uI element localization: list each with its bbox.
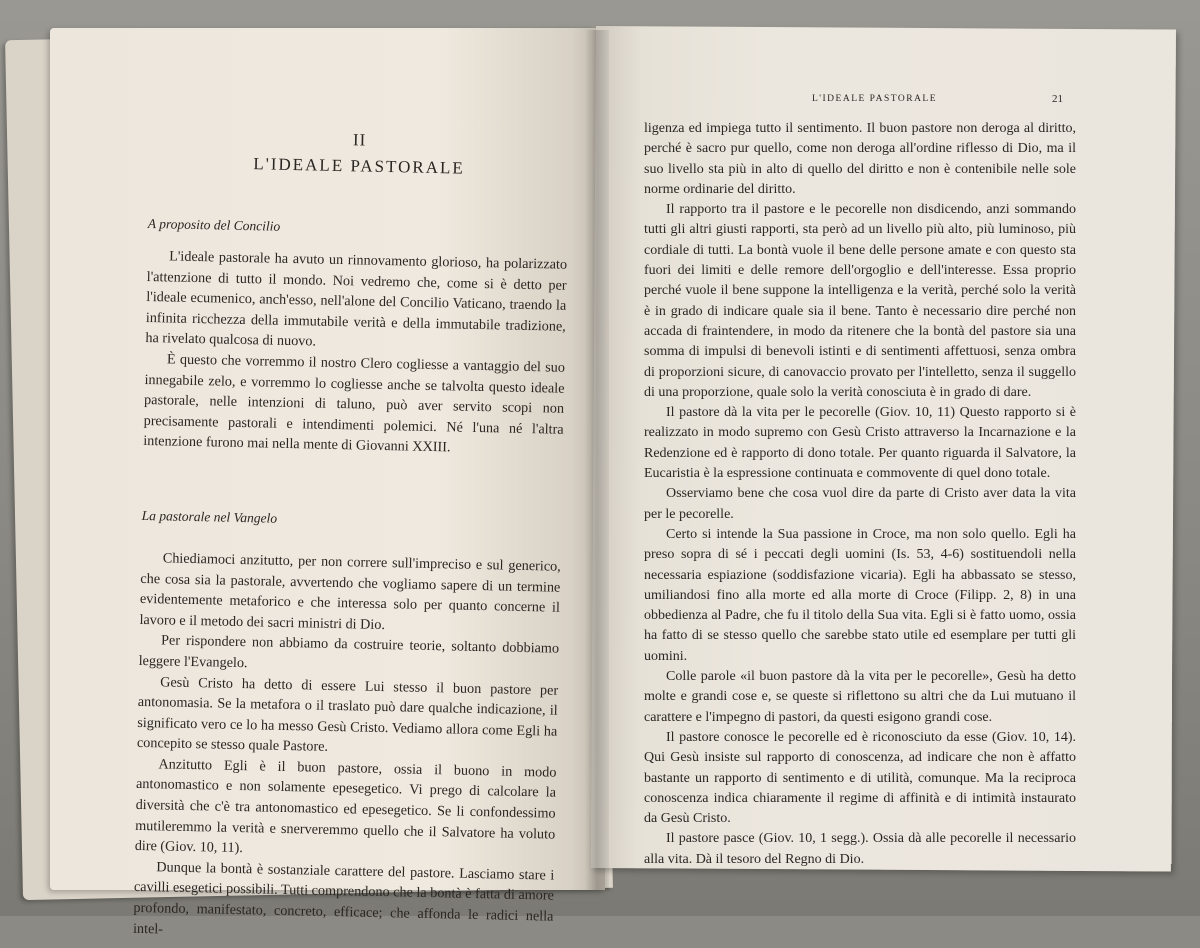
book-gutter [585, 30, 609, 890]
paragraph: Osserviamo bene che cosa vuol dire da parte di Cristo aver data la vita per le pecorelle. [644, 486, 1076, 522]
paragraph: Colle parole «il buon pastore dà la vita per le pecorelle», Gesù ha detto molte e grandi cose e, se queste si riflettono su altri che da Lui mutuano il carattere e l'impegno di pastori, da questi esigono grandi cose. [644, 669, 1076, 725]
paragraph: Per rispondere non abbiamo da costruire teorie, soltanto dobbiamo leggere l'Evangelo. [138, 632, 560, 672]
chapter-number: II [352, 130, 367, 150]
paragraph: Il pastore pasce (Giov. 10, 1 segg.). Ossia dà alle pecorelle il necessario alla vita. Dà il tesoro del Regno di Dio. [644, 831, 1076, 867]
paragraph: Chiediamoci anzitutto, per non correre sull'impreciso e sul generico, che cosa sia la pastorale, avvertendo che vogliamo sapere di un termine evidentemente metaforico e che interessa solo per quanto concerne il lavoro e il metodo dei sacri ministri di Dio. [139, 550, 561, 633]
paragraph: È questo che vorremmo il nostro Clero cogliesse a vantaggio del suo innegabile zelo, e vorremmo lo cogliesse anche se talvolta questo ideale pastorale, nelle intenzioni di taluno, può aver servito scopi non precisamente pastorali e intendimenti polemici. Né l'una né l'altra intenzione furono mai nella mente di Giovanni XXIII. [143, 351, 566, 456]
paragraph: Anzitutto Egli è il buon pastore, ossia il buono in modo antonomastico e non solamente epesegetico. Vi prego di calcolare la diversità che c'è tra antonomastico ed epesegetico. Se li confondessimo mutileremmo la verità e snerveremmo quello che il Salvatore ha voluto dire (Giov. 10, 11). [134, 756, 557, 857]
page-number: 21 [1052, 93, 1063, 105]
paragraph: Il pastore dà la vita per le pecorelle (Giov. 10, 11) Questo rapporto si è realizzato in modo supremo con Gesù Cristo attraverso la Incarnazione e la Redenzione ed è rapporto di dono totale. Per quanto riguarda il Salvatore, la Eucaristia è la espressione continuata e commovente di quel dono totale. [644, 405, 1076, 482]
paragraph: Dunque la bontà è sostanziale carattere del pastore. Lasciamo stare i cavilli esegetici possibili. Tutti comprendono che la bontà è fatta di amore profondo, manifestato, concreto, efficace; che affonda le radici nella intel- [132, 859, 555, 938]
right-page-text [644, 119, 1076, 870]
paragraph: Certo si intende la Sua passione in Croce, ma non solo quello. Egli ha preso sopra di sé i peccati degli uomini (Is. 53, 4-6) sostituendoli nella necessaria espiazione (soddisfazione vicaria). Egli ha abbassato se stesso, umiliandosi fino alla morte ed alla morte di Croce (Filipp. 2, 8) in una obbedienza al Padre, che fu il titolo della Sua vita. Egli si è fatto uomo, ossia ha fatto di se stesso quello che sarebbe stato utile ed esemplare per tutti gli uomini. [644, 526, 1076, 664]
paragraph: Il pastore conosce le pecorelle ed è riconosciuto da esse (Giov. 10, 14). Qui Gesù insiste sul rapporto di conoscenza, ad indicare che non è affatto bastante un rapporto di sentimento e di utilità, comunque. Ma la reciproca conoscenza indica chiaramente il regime di affinità e di intimità instaurato da Gesù Cristo. [644, 729, 1076, 827]
section-heading-concilio: A proposito del Concilio [147, 215, 281, 234]
running-head: L'IDEALE PASTORALE [812, 94, 938, 104]
left-page-text [133, 120, 570, 948]
section-heading-vangelo: La pastorale nel Vangelo [141, 507, 278, 526]
paragraph: Il rapporto tra il pastore e le pecorelle non disdicendo, anzi sommando tutti gli altri giusti rapporti, sta però ad un livello più alto, più luminoso, più cordiale di tutti. La bontà vuole il bene delle persone amate e con questo sta fuori dei limiti e delle remore dell'orgoglio e dell'interesse. Essa proprio perché vuole il bene suppone la intelligenza e la verità, perché solo la verità è in grado di indicare quale sia il bene. Tanto è necessario dire perché non accada di fraintendere, in modo da ritenere che la bontà del pastore sia una somma di impulsi di benevoli istinti e di sentimenti affettuosi, senza ombra di proporzioni sicure, di canovaccio provato per l'intelletto, senza il suggello di una proporzione, quale solo la verità conosciuta è in grado di dare. [644, 202, 1076, 400]
chapter-title: L'IDEALE PASTORALE [253, 154, 465, 178]
paragraph: Gesù Cristo ha detto di essere Lui stesso il buon pastore per antonomasia. Se la metafora o il traslato può dare qualche indicazione, il significato vero ce lo ha messo Gesù Cristo. Vediamo allora come Egli ha concepito se stesso quale Pastore. [136, 673, 559, 756]
paragraph: ligenza ed impiega tutto il sentimento. Il buon pastore non deroga al diritto, perché è sacro pur quello, come non deroga all'ordine riflesso di Dio, ma il suo livello sta più in alto di quello del diritto e non è contenibile nelle sole norme ordinarie del diritto. [644, 121, 1076, 197]
paragraph: L'ideale pastorale ha avuto un rinnovamento glorioso, ha polarizzato l'attenzione di tutto il mondo. Noi vedremo che, come si è detto per l'ideale ecumenico, anch'esso, nell'alone del Concilio Vaticano, traendo la infinita ricchezza della immutabile verità e della immutabile tradizione, ha rivelato qualcosa di nuovo. [145, 248, 568, 350]
